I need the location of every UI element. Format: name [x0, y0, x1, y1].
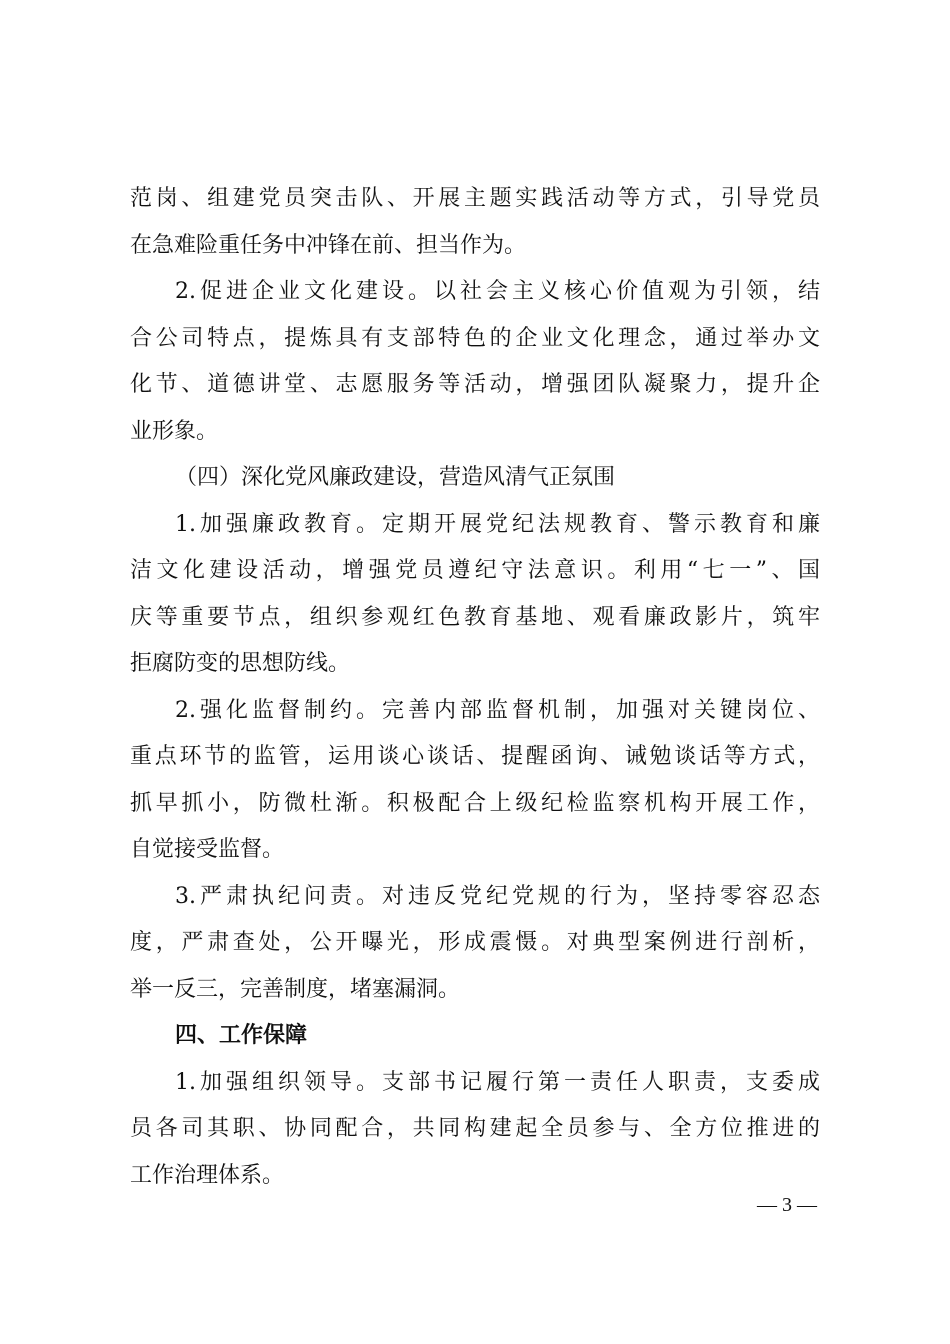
page-number: — 3 — [757, 1194, 817, 1216]
chapter-heading: 四、工作保障 [175, 1023, 308, 1048]
paragraph-line: 拒腐防变的思想防线。 [130, 651, 351, 676]
paragraph-line: 抓早抓小，防微杜渐。积极配合上级纪检监察机构开展工作， [130, 790, 820, 816]
paragraph-line: 业形象。 [130, 418, 219, 444]
paragraph-line: 在急难险重任务中冲锋在前、担当作为。 [130, 232, 527, 258]
paragraph-line: 度，严肃查处，公开曝光，形成震慑。对典型案例进行剖析， [130, 930, 820, 955]
paragraph-line: 员各司其职、协同配合，共同构建起全员参与、全方位推进的 [130, 1116, 820, 1141]
paragraph-line: 重点环节的监管，运用谈心谈话、提醒函询、诫勉谈话等方式， [130, 744, 820, 769]
paragraph-line: 2.强化监督制约。完善内部监督机制，加强对关键岗位、 [175, 697, 820, 723]
paragraph-line: 3.严肃执纪问责。对违反党纪党规的行为，坚持零容忍态 [175, 883, 820, 909]
document-body [130, 176, 820, 1199]
paragraph-line: 2.促进企业文化建设。以社会主义核心价值观为引领，结 [175, 279, 820, 304]
section-heading: （四）深化党风廉政建设，营造风清气正氛围 [175, 465, 616, 490]
paragraph-line: 工作治理体系。 [130, 1162, 285, 1188]
paragraph-line: 合公司特点，提炼具有支部特色的企业文化理念，通过举办文 [130, 325, 820, 351]
paragraph-line: 庆等重要节点，组织参观红色教育基地、观看廉政影片，筑牢 [130, 604, 820, 630]
paragraph-line: 1.加强廉政教育。定期开展党纪法规教育、警示教育和廉 [175, 511, 820, 537]
paragraph-line: 范岗、组建党员突击队、开展主题实践活动等方式，引导党员 [130, 186, 820, 211]
paragraph-line: 举一反三，完善制度，堵塞漏洞。 [130, 976, 461, 1002]
paragraph-line: 自觉接受监督。 [130, 837, 285, 862]
paragraph-line: 1.加强组织领导。支部书记履行第一责任人职责，支委成 [175, 1069, 820, 1095]
paragraph-line: 洁文化建设活动，增强党员遵纪守法意识。利用“七一”、国 [130, 558, 820, 583]
paragraph-line: 化节、道德讲堂、志愿服务等活动，增强团队凝聚力，提升企 [130, 372, 820, 397]
